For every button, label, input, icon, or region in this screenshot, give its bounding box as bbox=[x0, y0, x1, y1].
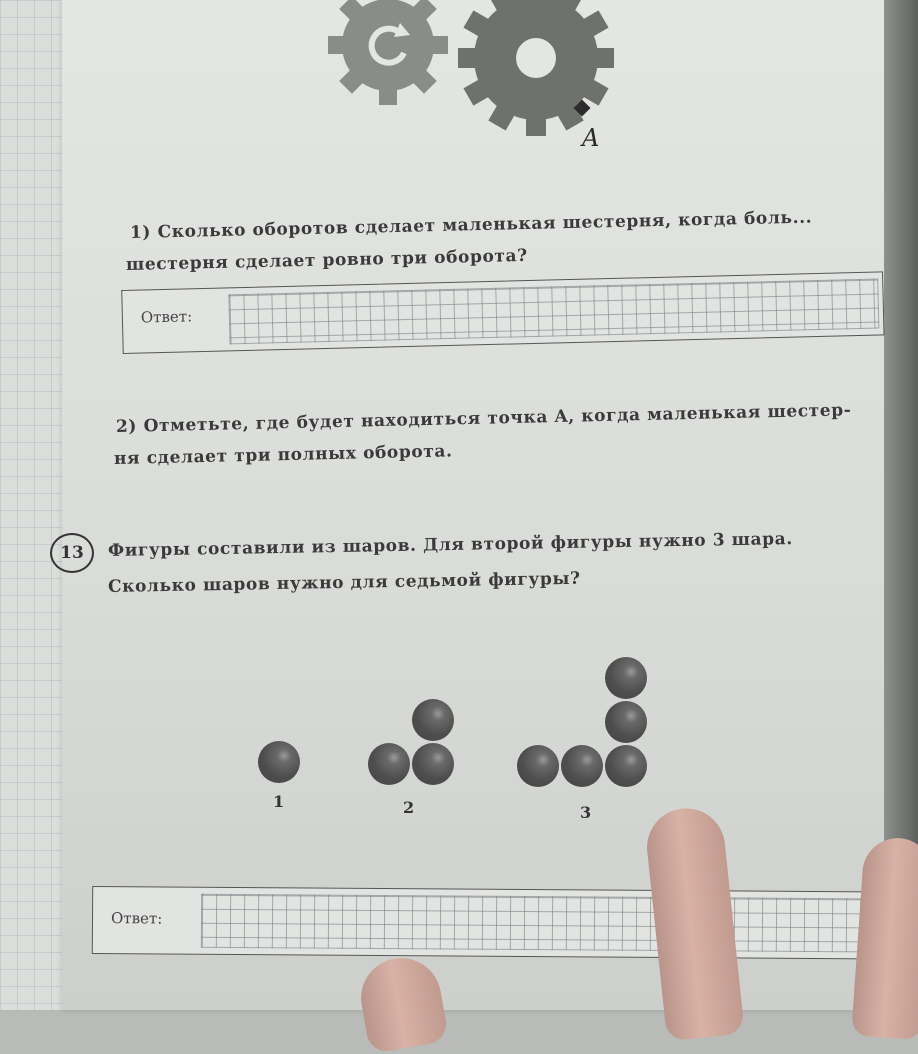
ball bbox=[561, 745, 603, 787]
ball bbox=[605, 657, 647, 699]
answer-box-2 bbox=[92, 886, 884, 960]
answer-label-1: Ответ: bbox=[140, 307, 193, 327]
task-number-badge: 13 bbox=[50, 533, 94, 573]
figure-3-label: 3 bbox=[580, 803, 592, 822]
figure-1-label: 1 bbox=[273, 792, 285, 811]
ball bbox=[517, 745, 559, 787]
question-1-line-2: шестерня сделает ровно три оборота? bbox=[125, 245, 528, 275]
large-gear-icon bbox=[448, 0, 628, 140]
answer-label-2: Ответ: bbox=[110, 909, 163, 928]
answer-input-2[interactable] bbox=[201, 894, 879, 953]
question-2-line-2: ня сделает три полных оборота. bbox=[113, 441, 453, 469]
small-gear-icon bbox=[318, 0, 458, 110]
question-1-line-1: 1) Сколько оборотов сделает маленькая шестерня, когда боль... bbox=[129, 207, 813, 243]
ball bbox=[412, 743, 454, 785]
task-13-line-1: Фигуры составили из шаров. Для второй фигуры нужно 3 шара. bbox=[107, 529, 793, 561]
ball bbox=[605, 745, 647, 787]
ball bbox=[605, 701, 647, 743]
ball bbox=[368, 743, 410, 785]
task-13-line-2: Сколько шаров нужно для седьмой фигуры? bbox=[107, 568, 581, 597]
figure-2-label: 2 bbox=[403, 798, 415, 817]
point-a-label: A bbox=[582, 124, 600, 152]
page-sheet bbox=[62, 0, 884, 1010]
ball bbox=[258, 741, 300, 783]
answer-input-1[interactable] bbox=[228, 279, 879, 345]
question-2-line-1: 2) Отметьте, где будет находиться точка A, когда маленькая шестер- bbox=[115, 400, 852, 437]
ball bbox=[412, 699, 454, 741]
